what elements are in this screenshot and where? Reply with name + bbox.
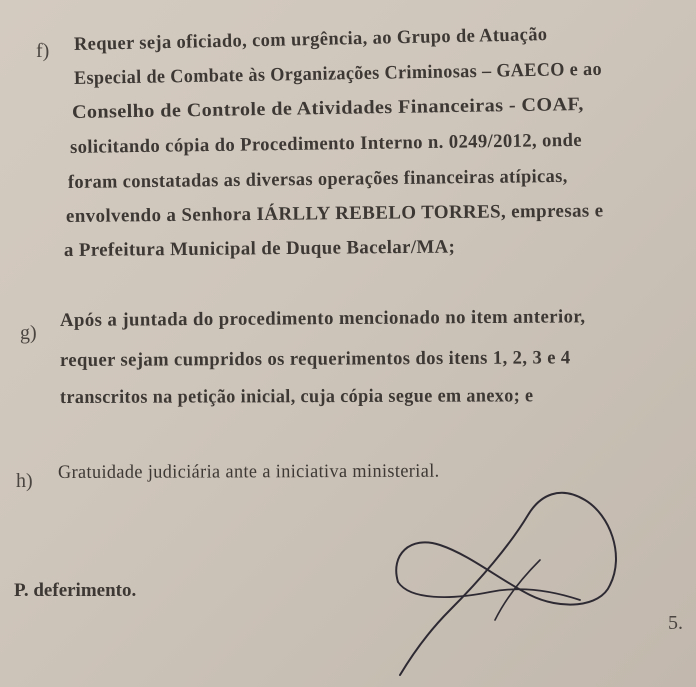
item-line: solicitando cópia do Procedimento Interno n. 0249/2012, onde xyxy=(69,129,583,158)
item-line: Conselho de Controle de Atividades Financeiras - COAF, xyxy=(71,93,584,123)
item-line: a Prefeitura Municipal de Duque Bacelar/MA; xyxy=(63,236,456,261)
item-line: Gratuidade judiciária ante a iniciativa ministerial. xyxy=(57,460,440,483)
item-line: envolvendo a Senhora IÁRLLY REBELO TORRES, empresas e xyxy=(65,200,604,227)
item-line: requer sejam cumpridos os requerimentos dos itens 1, 2, 3 e 4 xyxy=(59,347,571,371)
item-marker: h) xyxy=(16,470,33,492)
item-line: foram constatadas as diversas operações financeiras atípicas, xyxy=(67,165,568,193)
page-number: 5. xyxy=(668,612,683,634)
item-line: Após a juntada do procedimento mencionado no item anterior, xyxy=(59,306,586,331)
item-marker: f) xyxy=(36,40,50,62)
item-marker: g) xyxy=(20,322,37,344)
item-line: Requer seja oficiado, com urgência, ao Grupo de Atuação xyxy=(73,24,548,55)
item-line: Especial de Combate às Organizações Criminosas – GAECO e ao xyxy=(73,58,603,89)
closing-text: P. deferimento. xyxy=(14,580,137,601)
item-line: transcritos na petição inicial, cuja cópia segue em anexo; e xyxy=(59,385,534,408)
